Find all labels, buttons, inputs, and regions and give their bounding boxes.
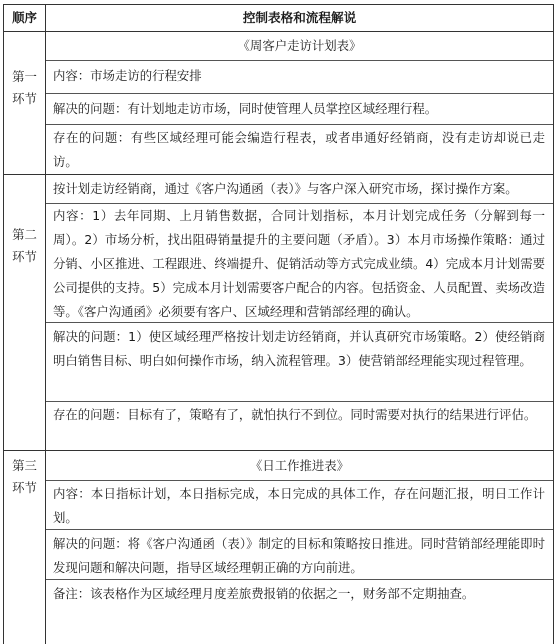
section-title-1: 《周客户走访计划表》 [237, 38, 362, 53]
section-title-2: 按计划走访经销商，通过《客户沟通函（表）》与客户深入研究市场，探讨操作方案。 [53, 181, 518, 196]
section-row: 存在的问题：有些区域经理可能会编造行程表，或者串通好经销商，没有走访却说已走访。 [53, 130, 545, 169]
row-divider [46, 124, 553, 125]
section-label-line: 环节 [12, 249, 37, 264]
header-divider [4, 31, 553, 32]
row-divider [46, 401, 553, 402]
section-label-line: 环节 [12, 91, 37, 106]
column-divider [45, 4, 46, 644]
section-row: 存在的问题：目标有了，策略有了，就怕执行不到位。同时需要对执行的结果进行评估。 [53, 407, 537, 422]
section-label-line: 第二 [12, 227, 37, 242]
section-row: 内容：市场走访的行程安排 [53, 68, 202, 83]
row-divider [46, 93, 553, 94]
section-divider [4, 450, 553, 451]
section-divider [4, 174, 553, 175]
section-label-2 [4, 224, 45, 268]
header-order: 顺序 [12, 10, 37, 25]
process-control-table [3, 4, 554, 644]
section-label-1 [4, 66, 45, 110]
section-label-line: 第三 [12, 458, 37, 473]
header-description: 控制表格和流程解说 [242, 10, 357, 25]
section-label-line: 环节 [12, 480, 37, 495]
section-row: 备注：该表格作为区域经理月度差旅费报销的依据之一，财务部不定期抽查。 [53, 586, 475, 601]
section-row: 解决的问题：将《客户沟通函（表）》制定的目标和策略按日推进。同时营销部经理能即时发现问题和解决问题，指导区域经理朝正确的方向前进。 [53, 536, 545, 575]
row-divider [46, 60, 553, 61]
section-row: 内容：1）去年同期、上月销售数据，合同计划指标，本月计划完成任务（分解到每一周）。2）市场分析，找出阻碍销量提升的主要问题（矛盾）。3）本月市场操作策略：通过分销、小区推进、工程跟进、终端提升、促销活动等方式完成业绩。4）完成本月计划需要公司提供的支持。5）完成本月计划需要客户配合的内容。包括资金、人员配置、卖场改造等。《客户沟通函》必须要有客户、区域经理和营销部经理的确认。 [53, 208, 545, 319]
section-row: 解决的问题：有计划地走访市场，同时使管理人员掌控区域经理行程。 [53, 101, 438, 116]
section-row: 内容：本日指标计划，本日指标完成，本日完成的具体工作，存在问题汇报，明日工作计划。 [53, 486, 545, 525]
section-label-line: 第一 [12, 69, 37, 84]
row-divider [46, 480, 553, 481]
section-row: 解决的问题：1）使区域经理严格按计划走访经销商，并认真研究市场策略。2）使经销商明白销售目标、明白如何操作市场，纳入流程管理。3）使营销部经理能实现过程管理。 [53, 329, 545, 368]
section-label-3 [4, 455, 45, 499]
section-title-3: 《日工作推进表》 [249, 458, 350, 473]
